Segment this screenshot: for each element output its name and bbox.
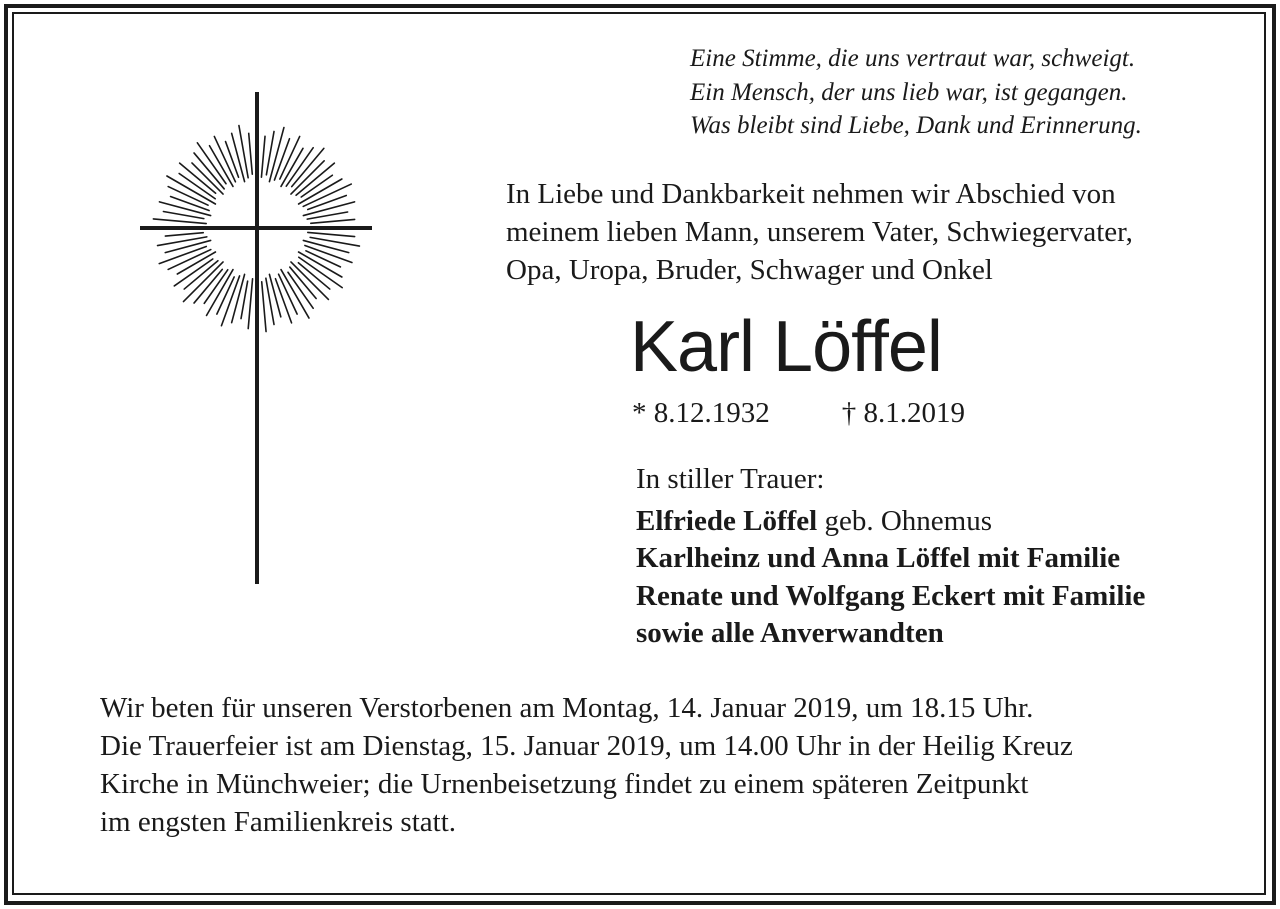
mourner-spouse	[636, 503, 1145, 541]
service-line: Wir beten für unseren Verstorbenen am Montag, 14. Januar 2019, um 18.15 Uhr.	[100, 692, 1034, 724]
mourner-family	[636, 578, 1145, 616]
deceased-name: Karl Löffel	[630, 307, 942, 387]
service-line: im engsten Familienkreis statt.	[100, 806, 457, 838]
spouse-name: Elfriede Löffel	[636, 504, 818, 537]
mourner-family-name: Karlheinz und Anna Löffel mit Familie	[636, 542, 1121, 574]
farewell-line: meinem lieben Mann, unserem Vater, Schwiegervater,	[506, 216, 1133, 248]
spouse-maiden-name: geb. Ohnemus	[817, 504, 992, 537]
verse-line: Was bleibt sind Liebe, Dank und Erinnerung.	[690, 112, 1142, 139]
memorial-verse	[690, 42, 1142, 143]
mourner-family-name: sowie alle Anverwandten	[636, 617, 944, 649]
radiant-cross-icon	[130, 90, 380, 590]
farewell-text	[506, 175, 1133, 289]
mourning-label: In stiller Trauer:	[636, 463, 825, 495]
death-date: † 8.1.2019	[841, 397, 965, 429]
farewell-line: Opa, Uropa, Bruder, Schwager und Onkel	[506, 254, 993, 286]
mourners-block	[636, 461, 1145, 653]
service-line: Kirche in Münchweier; die Urnenbeisetzung findet zu einem späteren Zeitpunkt	[100, 768, 1029, 800]
verse-line: Ein Mensch, der uns lieb war, ist gegangen.	[690, 78, 1128, 106]
service-line: Die Trauerfeier ist am Dienstag, 15. Januar 2019, um 14.00 Uhr in der Heilig Kreuz	[100, 730, 1073, 762]
mourner-family	[636, 540, 1145, 578]
life-dates	[632, 394, 965, 432]
birth-date: * 8.12.1932	[632, 397, 770, 429]
farewell-line: In Liebe und Dankbarkeit nehmen wir Abschied von	[506, 178, 1116, 210]
service-information	[100, 689, 1073, 841]
verse-line: Eine Stimme, die uns vertraut war, schweigt.	[690, 45, 1136, 72]
mourner-family	[636, 615, 1145, 653]
mourner-family-name: Renate und Wolfgang Eckert mit Familie	[636, 579, 1146, 612]
